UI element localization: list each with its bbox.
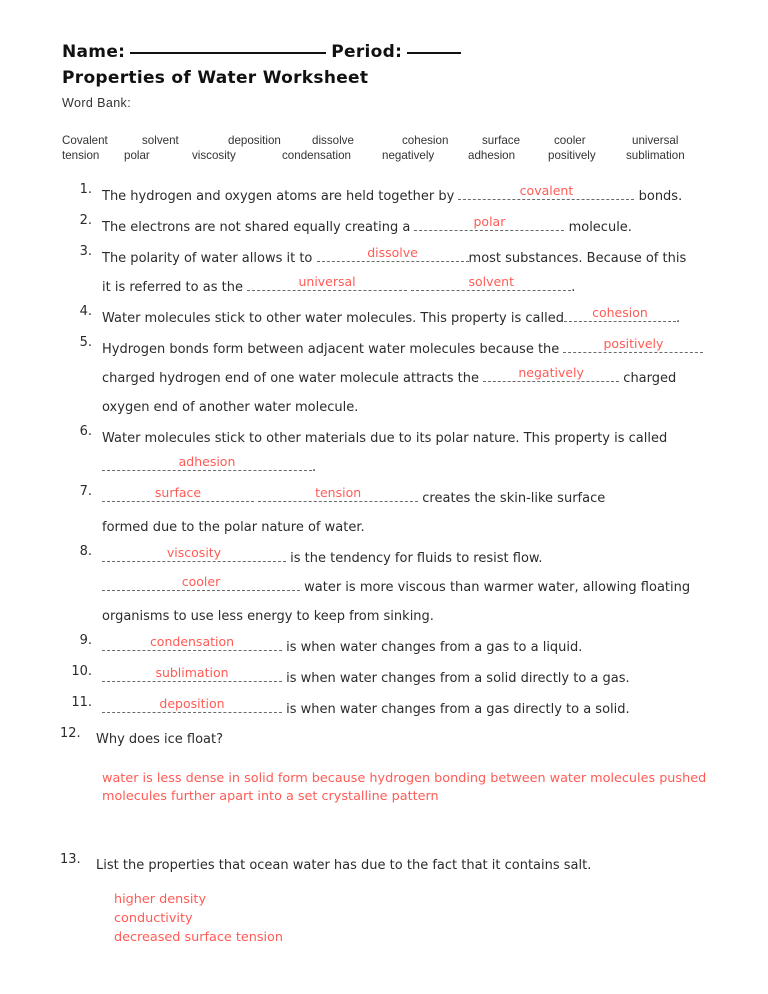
question-text-after: creates the skin-like surface <box>422 491 606 506</box>
answer-line: decreased surface tension <box>114 930 283 945</box>
question-number: 7. <box>79 484 92 499</box>
answer-text: dissolve <box>367 245 418 260</box>
question-number: 3. <box>79 244 92 259</box>
answer-blank[interactable] <box>411 273 571 291</box>
question-10 <box>62 664 722 693</box>
question-text: The hydrogen and oxygen atoms are held together by <box>102 189 455 204</box>
answer-text: cooler <box>181 574 221 589</box>
word-bank-term: adhesion <box>468 149 516 162</box>
period-blank-rule[interactable] <box>407 52 461 54</box>
name-label: Name: <box>62 42 126 62</box>
question-body <box>102 335 722 422</box>
word-bank <box>62 133 712 163</box>
word-bank-label: Word Bank: <box>62 96 132 110</box>
word-bank-row-2 <box>62 148 712 163</box>
answer-text: covalent <box>519 183 574 198</box>
question-text-line2: formed due to the polar nature of water. <box>102 520 365 535</box>
question-number: 8. <box>79 544 92 559</box>
question-text-after: most substances. Because of this <box>468 251 687 266</box>
answer-blank[interactable] <box>102 484 254 502</box>
question-2 <box>62 213 722 242</box>
question-body <box>102 424 722 482</box>
question-body <box>96 852 722 880</box>
answer-text: surface <box>154 485 202 500</box>
word-bank-term: tension <box>62 149 100 162</box>
question-number: 13. <box>60 852 81 867</box>
name-period-line <box>62 42 722 62</box>
question-number: 10. <box>71 664 92 679</box>
answer-text: viscosity <box>166 545 222 560</box>
question-3 <box>62 244 722 302</box>
question-text: The electrons are not shared equally creating a <box>102 220 411 235</box>
word-bank-term: dissolve <box>312 134 354 147</box>
question-4 <box>62 304 722 333</box>
answer-blank[interactable] <box>317 244 469 262</box>
answer-line: water is less dense in solid form because hydrogen bonding between water molecules pushed <box>102 771 707 786</box>
question-body <box>102 182 722 211</box>
answer-line: molecules further apart into a set crystalline pattern <box>102 789 439 804</box>
question-12-free-answer[interactable] <box>102 770 722 806</box>
word-bank-term: polar <box>124 149 150 162</box>
question-text: List the properties that ocean water has due to the fact that it contains salt. <box>96 858 592 873</box>
answer-blank[interactable] <box>483 364 619 382</box>
word-bank-term: negatively <box>382 149 435 162</box>
answer-blank[interactable] <box>414 213 564 231</box>
answer-blank[interactable] <box>102 695 282 713</box>
question-body <box>96 726 722 754</box>
question-body <box>102 664 722 693</box>
answer-blank[interactable] <box>563 335 703 353</box>
word-bank-term: Covalent <box>62 134 108 147</box>
question-body <box>102 633 722 662</box>
word-bank-term: positively <box>548 149 596 162</box>
answer-blank[interactable] <box>458 182 634 200</box>
page-title: Properties of Water Worksheet <box>62 68 369 88</box>
questions-list <box>62 182 722 949</box>
answer-line: conductivity <box>114 911 193 926</box>
question-text-after: is when water changes from a solid directly to a gas. <box>286 671 630 686</box>
question-text-after: . <box>675 311 681 326</box>
question-13-free-answer[interactable] <box>114 890 722 947</box>
answer-blank[interactable] <box>102 544 286 562</box>
answer-blank[interactable] <box>564 304 676 322</box>
question-body <box>102 213 722 242</box>
question-text-after: . <box>571 280 576 295</box>
answer-text: polar <box>473 214 506 229</box>
question-text-line2: charged hydrogen end of one water molecule attracts the <box>102 371 480 386</box>
answer-text: solvent <box>468 274 514 289</box>
answer-text: negatively <box>518 365 584 380</box>
question-text-line2: it is referred to as the <box>102 280 243 295</box>
question-number: 12. <box>60 726 81 741</box>
answer-blank[interactable] <box>258 484 418 502</box>
question-number: 4. <box>79 304 92 319</box>
question-text-after: bonds. <box>638 189 683 204</box>
answer-text: positively <box>603 336 664 351</box>
word-bank-row-1 <box>62 133 712 148</box>
word-bank-term: cohesion <box>402 134 449 147</box>
answer-text: universal <box>298 274 356 289</box>
word-bank-term: surface <box>482 134 521 147</box>
question-body <box>102 484 722 542</box>
word-bank-term: solvent <box>142 134 179 147</box>
answer-blank[interactable] <box>247 273 407 291</box>
answer-text: deposition <box>159 696 225 711</box>
answer-text: cohesion <box>592 305 648 320</box>
question-text-after: . <box>312 460 317 475</box>
word-bank-term: sublimation <box>626 149 685 162</box>
answer-text: condensation <box>149 634 235 649</box>
question-number: 1. <box>79 182 92 197</box>
question-number: 9. <box>79 633 92 648</box>
word-bank-term: viscosity <box>192 149 236 162</box>
question-number: 5. <box>79 335 92 350</box>
question-13 <box>62 852 722 947</box>
question-9 <box>62 633 722 662</box>
word-bank-term: universal <box>632 134 679 147</box>
word-bank-term: cooler <box>554 134 586 147</box>
question-text: Hydrogen bonds form between adjacent water molecules because the <box>102 342 560 357</box>
question-6 <box>62 424 722 482</box>
question-7 <box>62 484 722 542</box>
question-number: 6. <box>79 424 92 439</box>
question-8 <box>62 544 722 631</box>
answer-blank[interactable] <box>102 573 300 591</box>
question-text-line3: organisms to use less energy to keep from sinking. <box>102 609 434 624</box>
answer-blank[interactable] <box>102 453 312 471</box>
question-body <box>102 244 722 302</box>
question-text: The polarity of water allows it to <box>102 251 313 266</box>
question-text-after: is the tendency for fluids to resist flow. <box>290 551 543 566</box>
question-text-after: molecule. <box>568 220 632 235</box>
answer-text: adhesion <box>178 454 236 469</box>
question-text-line3: oxygen end of another water molecule. <box>102 400 359 415</box>
question-12 <box>62 726 722 806</box>
question-number: 11. <box>71 695 92 710</box>
answer-blank[interactable] <box>102 633 282 651</box>
question-text: Water molecules stick to other water molecules. This property is called <box>102 311 564 326</box>
period-label: Period: <box>331 42 403 62</box>
question-body <box>102 695 722 724</box>
question-text-after: charged <box>623 371 677 386</box>
worksheet-header <box>62 42 722 110</box>
question-text-line2: water is more viscous than warmer water, allowing floating <box>304 580 691 595</box>
answer-line: higher density <box>114 892 207 907</box>
answer-blank[interactable] <box>102 664 282 682</box>
question-number: 2. <box>79 213 92 228</box>
question-text: Water molecules stick to other materials due to its polar nature. This property is called <box>102 431 668 446</box>
word-bank-term: condensation <box>282 149 351 162</box>
question-body <box>102 544 722 631</box>
answer-text: sublimation <box>155 665 229 680</box>
question-text-after: is when water changes from a gas directly to a solid. <box>286 702 630 717</box>
question-body <box>102 304 722 333</box>
name-blank-rule[interactable] <box>130 52 326 54</box>
question-1 <box>62 182 722 211</box>
question-5 <box>62 335 722 422</box>
question-text: Why does ice float? <box>96 732 224 747</box>
question-text-after: is when water changes from a gas to a liquid. <box>286 640 583 655</box>
word-bank-term: deposition <box>228 134 281 147</box>
answer-text: tension <box>315 485 362 500</box>
question-11 <box>62 695 722 724</box>
